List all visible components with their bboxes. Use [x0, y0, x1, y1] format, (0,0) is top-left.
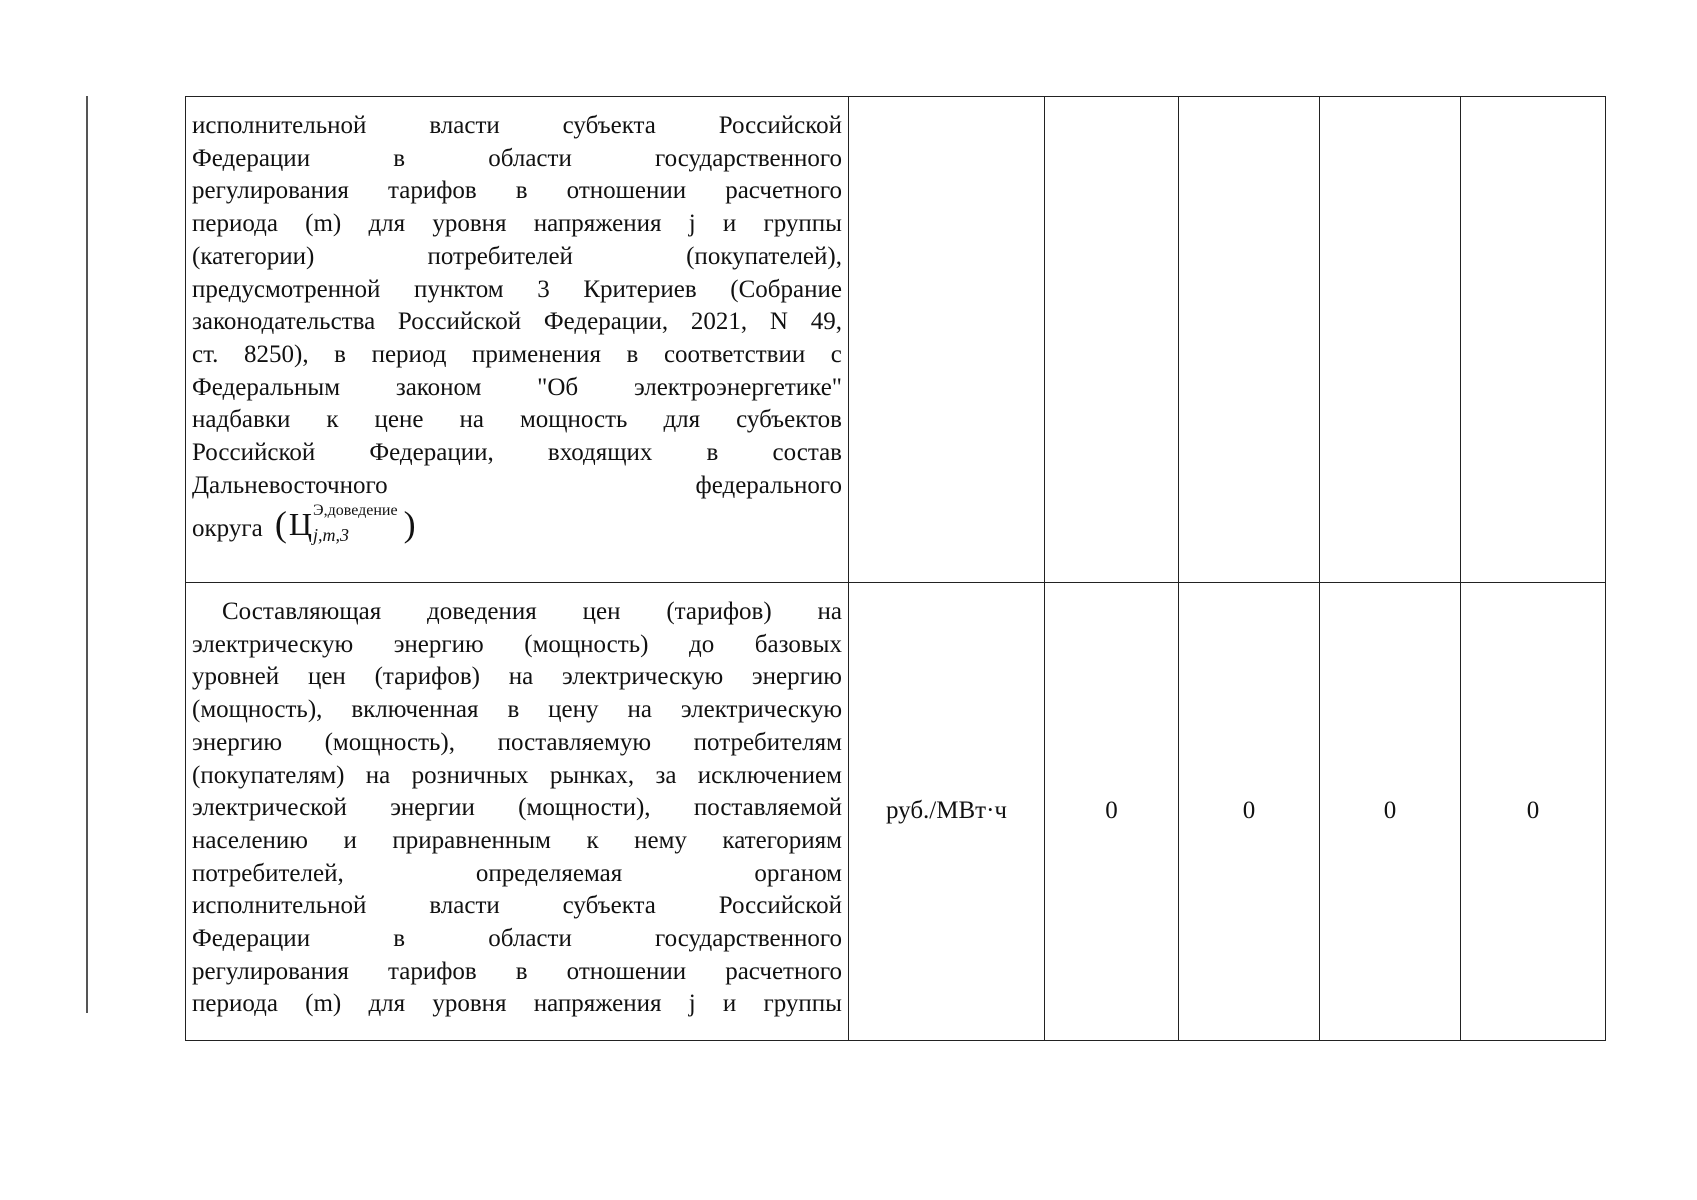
description-line [192, 372, 842, 405]
description-word: (тарифов) [374, 663, 480, 691]
formula-open-paren: ( [274, 504, 287, 545]
description-word: в [507, 696, 520, 724]
value-cell [1461, 97, 1606, 583]
description-word: (категории) [192, 242, 315, 270]
description-word: энергию [192, 728, 283, 756]
table-row [186, 583, 1606, 1041]
description-word: и [343, 826, 357, 854]
description-word: Составляющая [222, 598, 382, 625]
description-word: на [817, 598, 842, 625]
description-line [192, 792, 842, 825]
description-word: тарифов [388, 177, 477, 205]
description-word: Дальневосточного [192, 471, 388, 499]
description-word: (покупателям) [192, 761, 345, 789]
description-line [192, 988, 842, 1021]
description-word: (мощности), [518, 794, 651, 822]
description-word: отношении [566, 177, 687, 205]
description-word: нему [634, 826, 687, 854]
description-word: потребителям [693, 728, 842, 756]
description-word: энергию [751, 663, 842, 691]
description-word: за [655, 761, 677, 789]
description-line [192, 760, 842, 793]
description-word: тарифов [388, 957, 477, 985]
description-cell [186, 97, 849, 583]
description-word: приравненным [392, 826, 551, 854]
description-word: напряжения [533, 990, 662, 1018]
description-word: мощность [519, 406, 628, 434]
description-word: входящих [547, 439, 653, 467]
description-word: отношении [566, 957, 687, 985]
description-word: электрическую [562, 663, 724, 691]
formula-close-paren: ) [403, 504, 416, 545]
description-line [192, 727, 842, 760]
description-word: пунктом [414, 275, 504, 303]
description-word: к [586, 826, 599, 854]
table-row [186, 97, 1606, 583]
description-word: 8250), [244, 340, 309, 368]
description-word: области [488, 144, 572, 172]
description-word: Федерации [192, 925, 311, 953]
description-line [192, 890, 842, 923]
description-line [192, 470, 842, 503]
description-word: ст. [192, 340, 219, 368]
description-word: цен [307, 663, 346, 691]
description-word: электрическую [192, 630, 354, 658]
description-word: группы [763, 990, 842, 1018]
value-cell: 0 [1320, 583, 1461, 1041]
value-cell [1320, 97, 1461, 583]
description-word: в [626, 340, 639, 368]
description-word: периода [192, 990, 278, 1018]
description-line [192, 629, 842, 662]
description-word: цену [548, 696, 599, 724]
formula-scripts [313, 502, 398, 546]
description-word: предусмотренной [192, 275, 381, 303]
description-word: законом [395, 373, 482, 401]
description-line [192, 208, 842, 241]
description-word: на [627, 696, 652, 724]
description-word: для [368, 210, 406, 238]
value-cell [1179, 97, 1320, 583]
description-word: категориям [722, 826, 842, 854]
description-word: (мощность), [324, 728, 456, 756]
description-word: и [722, 210, 737, 238]
description-word: 2021, [690, 308, 748, 336]
description-cell [186, 583, 849, 1041]
description-word: поставляемой [693, 794, 842, 822]
description-word: j [688, 990, 696, 1018]
description-line [192, 694, 842, 727]
formula-superscript: Э,доведение [313, 502, 398, 520]
description-word: Федеральным [192, 373, 341, 401]
description-line [192, 956, 842, 989]
description-line-text: округа [192, 515, 263, 543]
description-word: энергии [390, 794, 475, 822]
description-word: периода [192, 210, 278, 238]
description-word: группы [763, 210, 842, 238]
description-word: электрической [192, 794, 347, 822]
description-word: в [706, 439, 719, 467]
description-word: к [326, 406, 339, 434]
description-word: в [515, 957, 528, 985]
description-word: (покупателей), [686, 242, 842, 270]
tariff-table [185, 96, 1606, 1041]
description-word: доведения [427, 598, 537, 625]
description-line [192, 175, 842, 208]
description-word: Российской [397, 308, 522, 336]
description-line [192, 596, 842, 629]
value-cell: 0 [1045, 583, 1179, 1041]
description-word: соответствии [663, 340, 806, 368]
description-line [192, 825, 842, 858]
description-word: базовых [754, 630, 842, 658]
description-word: поставляемую [497, 728, 652, 756]
description-word: регулирования [192, 177, 349, 205]
description-word: рынках, [549, 761, 635, 789]
description-line [192, 241, 842, 274]
description-word: (тарифов) [666, 598, 772, 625]
description-word: включенная [351, 696, 479, 724]
description-line [192, 437, 842, 470]
description-word: Критериев [583, 275, 697, 303]
description-word: исключением [697, 761, 842, 789]
description-word: государственного [655, 925, 842, 953]
description-word: цене [374, 406, 424, 434]
description-word: и [722, 990, 737, 1018]
description-word: для [663, 406, 701, 434]
description-word: надбавки [192, 406, 291, 434]
description-word: (Собрание [730, 275, 842, 303]
description-word: в [393, 925, 406, 953]
description-word: регулирования [192, 957, 349, 985]
description-word: применения [472, 340, 601, 368]
description-line [192, 306, 842, 339]
description-word: 49, [810, 308, 842, 336]
description-word: розничных [411, 761, 529, 789]
description-word: электрическую [680, 696, 842, 724]
description-word: власти [429, 112, 500, 139]
description-last-line [192, 502, 842, 546]
description-word: государственного [655, 144, 842, 172]
description-word: с [830, 340, 842, 368]
description-word: состав [772, 439, 842, 467]
description-word: федерального [695, 471, 842, 499]
description-word: "Об [537, 373, 579, 401]
description-word: уровня [432, 990, 507, 1018]
description-word: до [689, 630, 715, 658]
description-word: органом [754, 859, 842, 887]
description-word: потребителей [427, 242, 573, 270]
description-word: расчетного [725, 957, 842, 985]
description-word: для [368, 990, 406, 1018]
description-word: на [459, 406, 484, 434]
unit-cell [849, 97, 1045, 583]
description-word: (m) [305, 990, 342, 1018]
description-word: Российской [192, 439, 316, 467]
description-line [192, 858, 842, 891]
description-word: Российской [718, 892, 842, 920]
value-cell: 0 [1461, 583, 1606, 1041]
description-word: цен [582, 598, 621, 625]
description-word: определяемая [475, 859, 623, 887]
description-word: в [515, 177, 528, 205]
description-line [192, 274, 842, 307]
description-line [192, 404, 842, 437]
description-word: на [508, 663, 534, 691]
description-word: в [393, 144, 406, 172]
description-word: энергию [393, 630, 484, 658]
description-word: N [769, 308, 788, 336]
description-line [192, 110, 842, 143]
description-word: расчетного [725, 177, 842, 205]
left-margin-rule [86, 96, 88, 1013]
unit-cell: руб./МВт·ч [849, 583, 1045, 1041]
description-word: (мощность), [192, 696, 323, 724]
formula-subscript: j,m,3 [313, 525, 350, 546]
value-cell [1045, 97, 1179, 583]
description-word: власти [429, 892, 500, 920]
description-word: электроэнергетике" [633, 373, 842, 401]
description-word: (m) [305, 210, 342, 238]
formula-base-symbol: Ц [288, 506, 313, 543]
description-word: уровней [192, 663, 280, 691]
description-word: период [371, 340, 447, 368]
description-line [192, 661, 842, 694]
description-line [192, 339, 842, 372]
description-word: Российской [718, 112, 842, 139]
description-word: Федерации, [543, 308, 669, 336]
description-word: субъекта [562, 892, 656, 920]
description-word: 3 [537, 275, 550, 303]
description-word: исполнительной [192, 892, 367, 920]
description-word: субъектов [736, 406, 842, 434]
description-word: законодательства [192, 308, 376, 336]
description-word: области [488, 925, 572, 953]
price-formula [274, 502, 416, 546]
description-word: в [334, 340, 346, 368]
description-word: на [365, 761, 391, 789]
description-word: Федерации, [369, 439, 494, 467]
description-line [192, 143, 842, 176]
value-cell: 0 [1179, 583, 1320, 1041]
description-word: Федерации [192, 144, 311, 172]
description-word: напряжения [533, 210, 662, 238]
description-word: уровня [432, 210, 507, 238]
description-word: населению [192, 826, 308, 854]
description-line [192, 923, 842, 956]
description-word: j [688, 210, 696, 238]
description-word: (мощность) [524, 630, 649, 658]
description-word: потребителей, [192, 859, 344, 887]
description-word: субъекта [562, 112, 656, 139]
description-word: исполнительной [192, 112, 367, 139]
